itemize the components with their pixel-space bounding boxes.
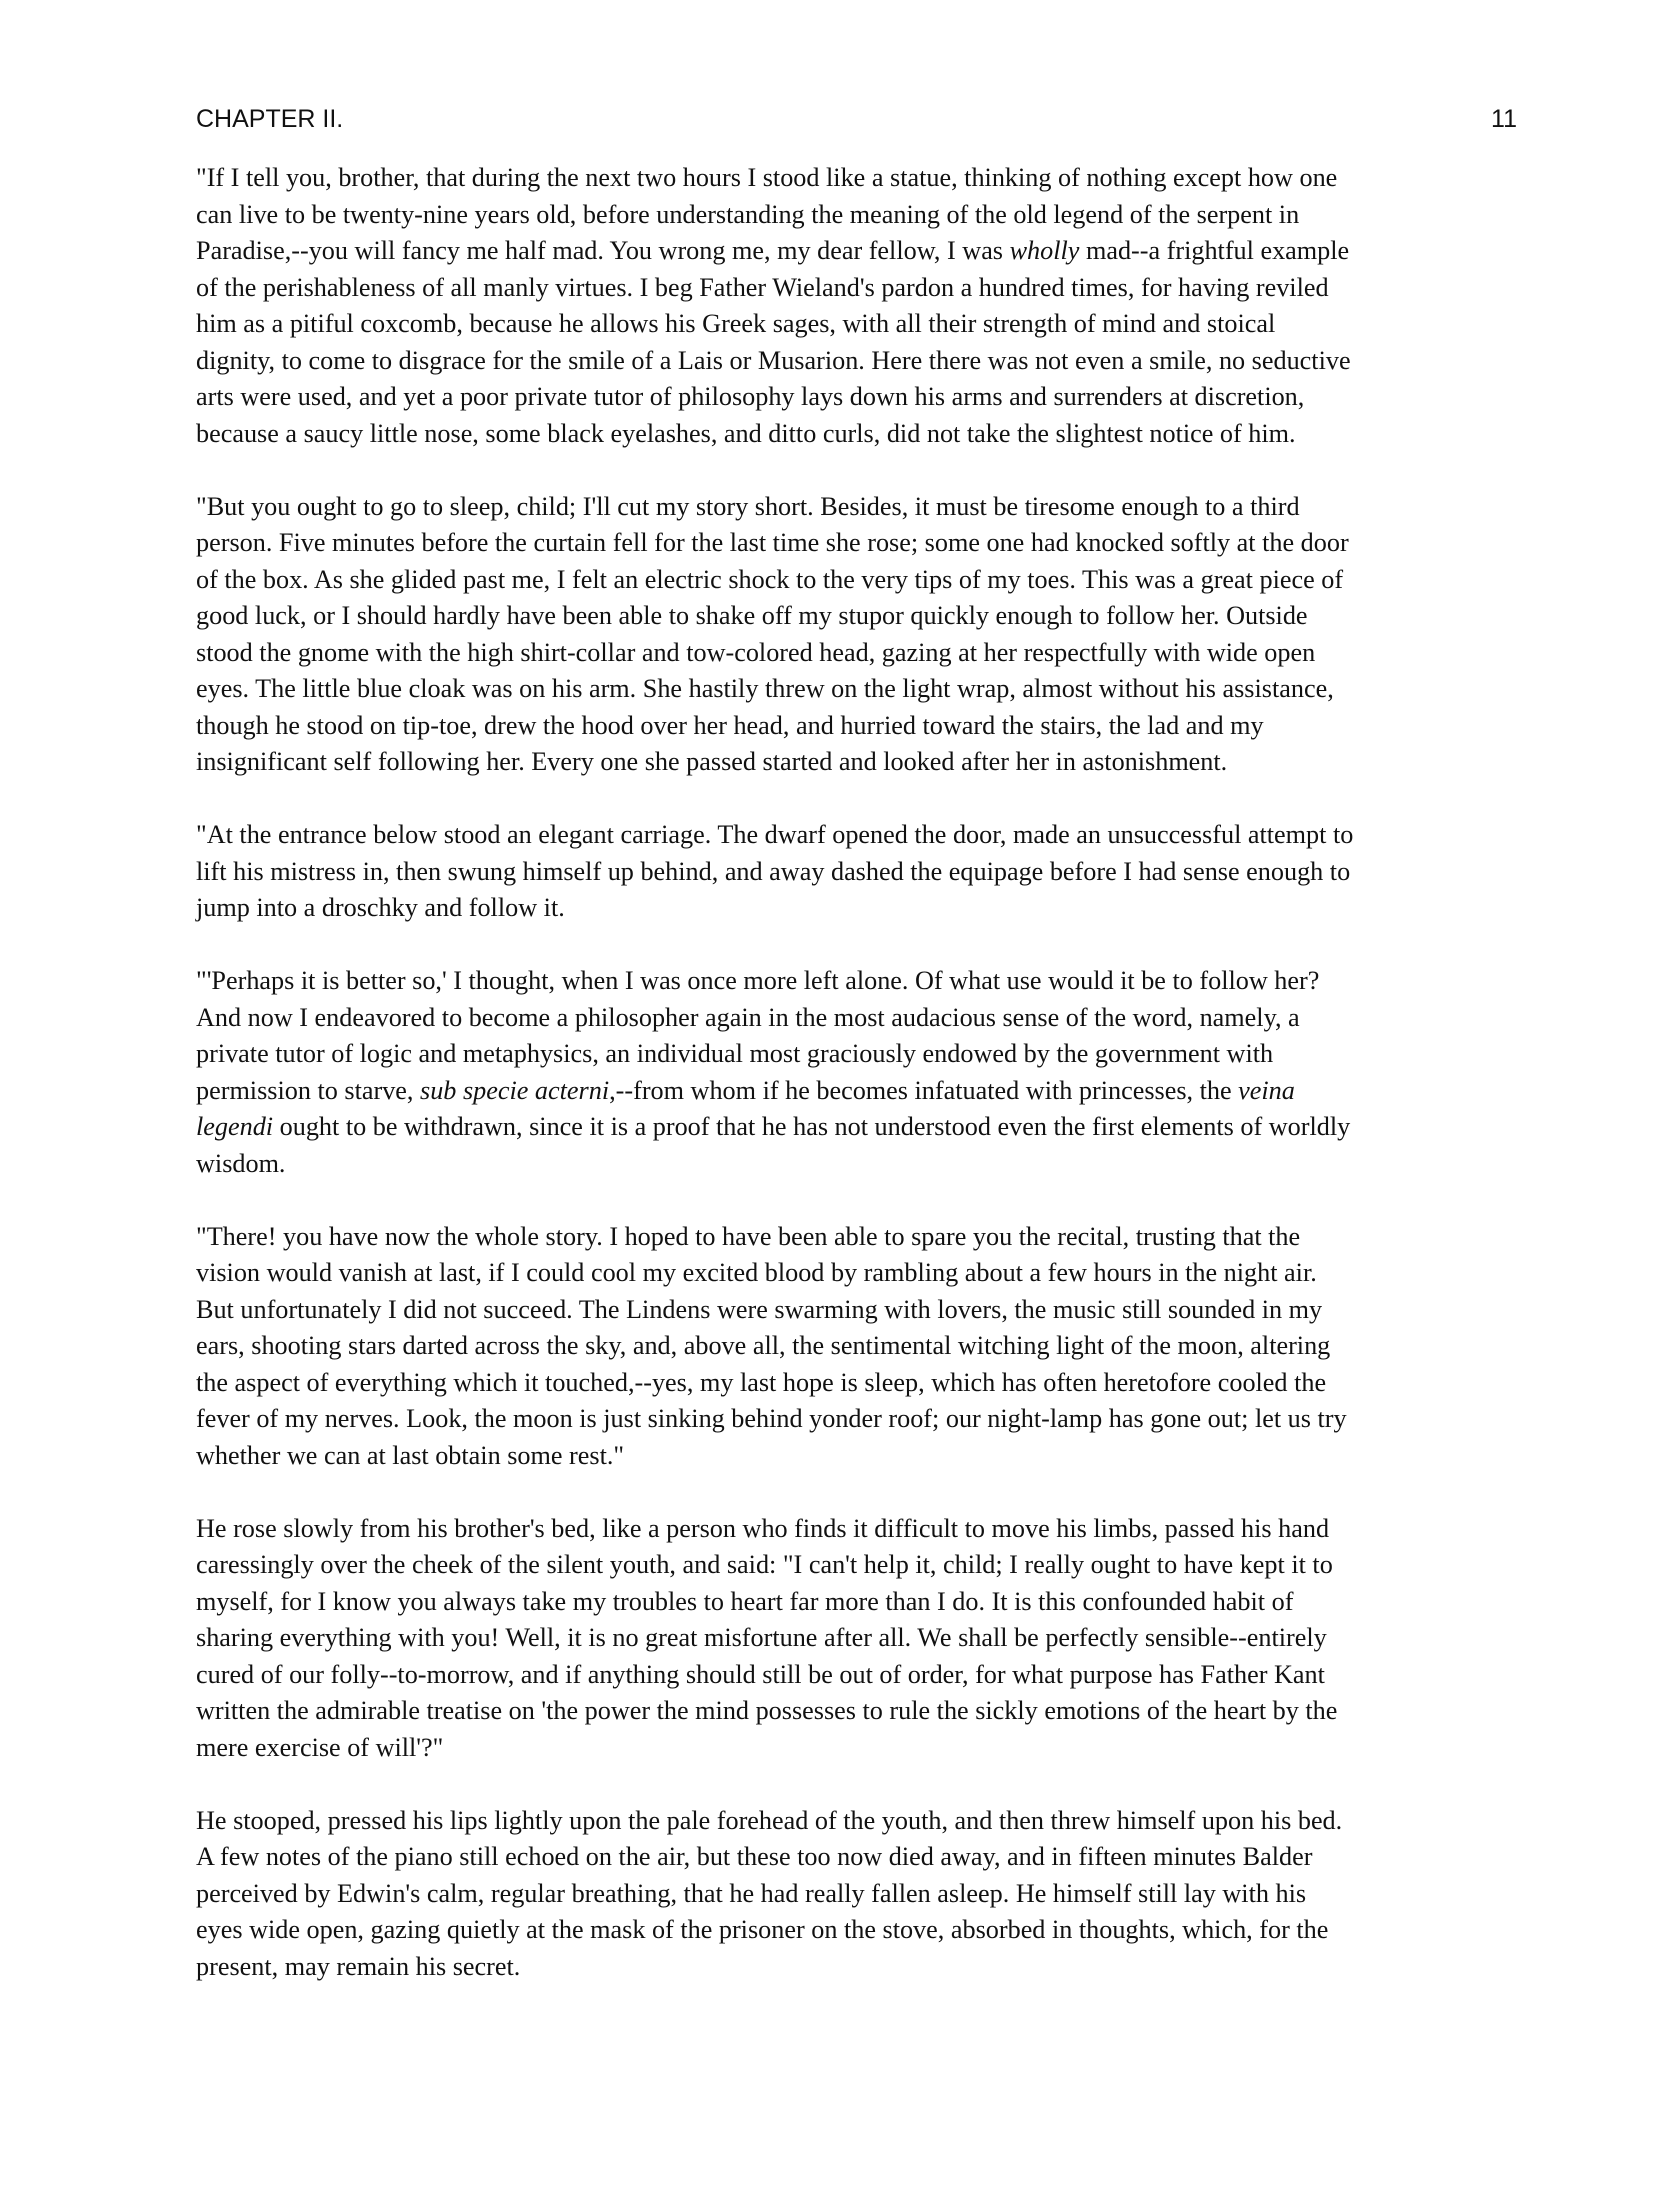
- text-line: "At the entrance below stood an elegant carriage. The dwarf opened the door, made an unsuccessful attempt to: [196, 820, 1354, 849]
- italic-word: wholly: [1009, 236, 1080, 265]
- text-line: can live to be twenty-nine years old, before understanding the meaning of the old legend of the serpent in: [196, 199, 1300, 229]
- text-line: insignificant self following her. Every one she passed started and looked after her in astonishment.: [196, 747, 1228, 776]
- text-line: "There! you have now the whole story. I hoped to have been able to spare you the recital, trusting that the: [196, 1221, 1301, 1251]
- paragraph: [196, 1511, 1526, 1767]
- text-line: written the admirable treatise on 'the power the mind possesses to rule the sickly emotions of the heart by the: [196, 1696, 1338, 1725]
- text-line: wisdom.: [196, 1148, 286, 1178]
- paragraph: [196, 160, 1526, 452]
- text-line: He rose slowly from his brother's bed, like a person who finds it difficult to move his limbs, passed his hand: [196, 1513, 1330, 1543]
- italic-phrase: legendi: [196, 1112, 274, 1141]
- text-line: ears, shooting stars darted across the sky, and, above all, the sentimental witching light of the moon, altering: [196, 1331, 1331, 1360]
- text-line: mere exercise of will'?": [196, 1732, 444, 1762]
- text-line: "If I tell you, brother, that during the next two hours I stood like a statue, thinking of nothing except how one: [196, 163, 1338, 192]
- text-line: eyes wide open, gazing quietly at the mask of the prisoner on the stove, absorbed in thoughts, which, for the: [196, 1915, 1329, 1944]
- text-line: perceived by Edwin's calm, regular breathing, that he had really fallen asleep. He himself still lay with his: [196, 1878, 1307, 1908]
- text-line: legendi ought to be withdrawn, since it is a proof that he has not understood even the first elements of worldly: [196, 1112, 1351, 1141]
- text-line: present, may remain his secret.: [196, 1951, 521, 1981]
- text-line: cured of our folly--to-morrow, and if anything should still be out of order, for what purpose has Father Kant: [196, 1659, 1325, 1689]
- text-line: But unfortunately I did not succeed. The Lindens were swarming with lovers, the music still sounded in my: [196, 1294, 1323, 1324]
- text-line: good luck, or I should hardly have been able to shake off my stupor quickly enough to follow her. Outside: [196, 601, 1308, 630]
- text-line: A few notes of the piano still echoed on the air, but these too now died away, and in fifteen minutes Balder: [196, 1842, 1313, 1871]
- text-line: person. Five minutes before the curtain fell for the last time she rose; some one had knocked softly at the door: [196, 528, 1349, 557]
- paragraph: [196, 817, 1526, 927]
- text-line: eyes. The little blue cloak was on his arm. She hastily threw on the light wrap, almost without his assistance,: [196, 674, 1334, 703]
- text-line: caressingly over the cheek of the silent youth, and said: "I can't help it, child; I really ought to have kept it to: [196, 1550, 1333, 1579]
- text-line: sharing everything with you! Well, it is no great misfortune after all. We shall be perfectly sensible--entirely: [196, 1623, 1327, 1652]
- text-line: He stooped, pressed his lips lightly upon the pale forehead of the youth, and then threw himself upon his bed.: [196, 1805, 1343, 1835]
- chapter-title: CHAPTER II.: [196, 105, 344, 133]
- text-line: lift his mistress in, then swung himself up behind, and away dashed the equipage before I had sense enough to: [196, 856, 1351, 886]
- text-line: whether we can at last obtain some rest.": [196, 1440, 625, 1470]
- italic-phrase: sub specie acterni: [420, 1075, 610, 1105]
- text-line: private tutor of logic and metaphysics, an individual most graciously endowed by the government with: [196, 1039, 1274, 1068]
- text-line: "'Perhaps it is better so,' I thought, when I was once more left alone. Of what use would it be to follow her?: [196, 966, 1320, 995]
- text-line: though he stood on tip-toe, drew the hood over her head, and hurried toward the stairs, the lad and my: [196, 710, 1264, 740]
- paragraph: [196, 963, 1526, 1182]
- text-line: jump into a droschky and follow it.: [196, 893, 565, 922]
- text-line: arts were used, and yet a poor private tutor of philosophy lays down his arms and surrenders at discretion,: [196, 382, 1305, 411]
- page-header: [196, 102, 1517, 136]
- text-line: of the perishableness of all manly virtues. I beg Father Wieland's pardon a hundred times, for having reviled: [196, 272, 1329, 302]
- text-line: fever of my nerves. Look, the moon is just sinking behind yonder roof; our night-lamp has gone out; let us try: [196, 1404, 1347, 1433]
- paragraph: [196, 1803, 1526, 1986]
- text-line: myself, for I know you always take my troubles to heart far more than I do. It is this confounded habit of: [196, 1586, 1294, 1616]
- text-line: Paradise,--you will fancy me half mad. You wrong me, my dear fellow, I was wholly mad--a frightful example: [196, 236, 1350, 265]
- text-line: permission to starve, sub specie acterni,--from whom if he becomes infatuated with princesses, the veina: [196, 1075, 1295, 1105]
- text-line: him as a pitiful coxcomb, because he allows his Greek sages, with all their strength of mind and stoical: [196, 309, 1276, 338]
- text-line: the aspect of everything which it touched,--yes, my last hope is sleep, which has often heretofore cooled the: [196, 1367, 1327, 1397]
- text-line: of the box. As she glided past me, I felt an electric shock to the very tips of my toes. This was a great piece of: [196, 564, 1344, 594]
- text-line: vision would vanish at last, if I could cool my excited blood by rambling about a few hours in the night air.: [196, 1258, 1317, 1287]
- italic-phrase: veina: [1238, 1075, 1295, 1105]
- paragraph: [196, 1219, 1526, 1475]
- paragraph: [196, 489, 1526, 781]
- text-line: stood the gnome with the high shirt-collar and tow-colored head, gazing at her respectfully with wide open: [196, 637, 1316, 667]
- text-line: "But you ought to go to sleep, child; I'll cut my story short. Besides, it must be tiresome enough to a third: [196, 491, 1300, 521]
- text-line: And now I endeavored to become a philosopher again in the most audacious sense of the word, namely, a: [196, 1002, 1300, 1032]
- chapter-body: [196, 160, 1526, 2022]
- page-number: 11: [1491, 105, 1517, 133]
- text-line: dignity, to come to disgrace for the smile of a Lais or Musarion. Here there was not even a smile, no seductive: [196, 345, 1351, 375]
- text-line: because a saucy little nose, some black eyelashes, and ditto curls, did not take the slightest notice of him.: [196, 418, 1296, 448]
